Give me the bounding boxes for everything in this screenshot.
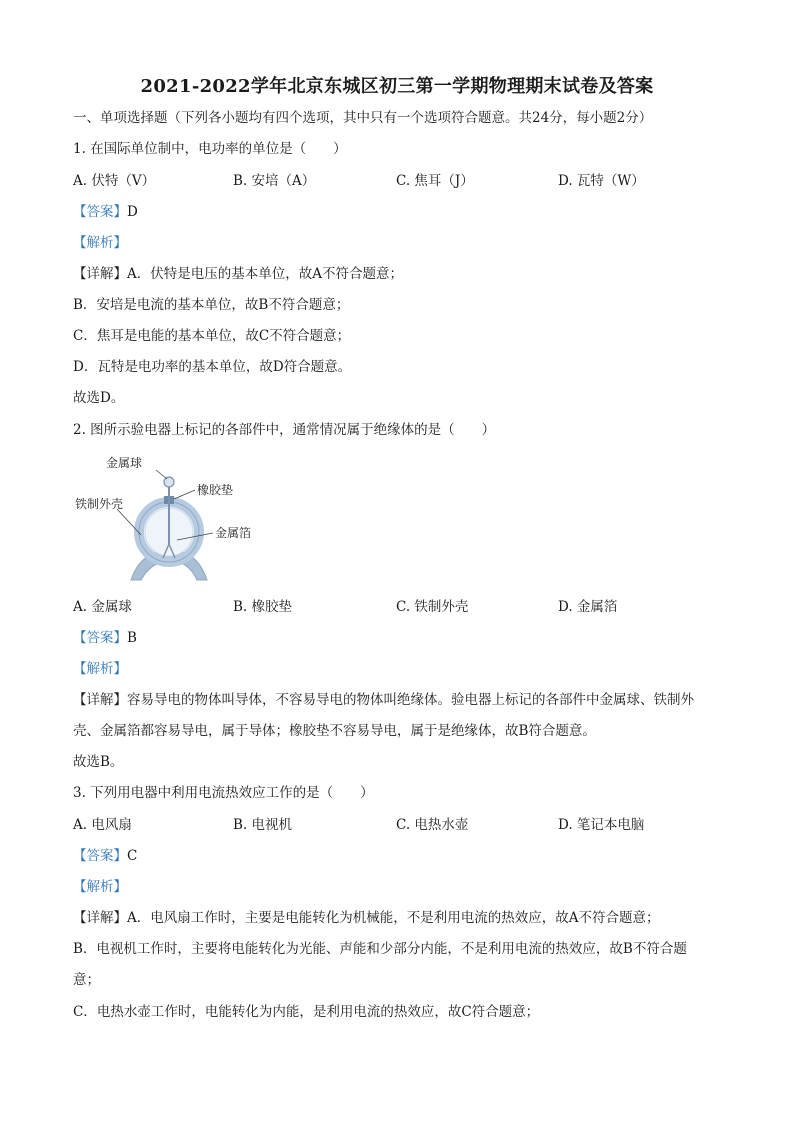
q1-answer xyxy=(73,203,138,221)
q3-analysis-tag: 【解析】 xyxy=(73,879,127,895)
q3-detail-line xyxy=(73,909,660,927)
q1-detail-line: D．瓦特是电功率的基本单位，故D符合题意。 xyxy=(73,359,352,375)
q3-option-a: A. 电风扇 xyxy=(73,817,132,833)
detail-text: A．电风扇工作时，主要是电能转化为机械能，不是利用电流的热效应，故A不符合题意； xyxy=(127,910,660,926)
answer-tag: 【答案】 xyxy=(73,204,127,220)
q3-detail-line: B．电视机工作时，主要将电能转化为光能、声能和少部分内能，不是利用电流的热效应，故B不符合题 xyxy=(73,941,687,957)
detail-tag: 【详解】 xyxy=(73,266,127,282)
q3-option-d: D. 笔记本电脑 xyxy=(558,817,645,833)
q3-option-b: B. 电视机 xyxy=(233,817,293,833)
q3-detail-line: C．电热水壶工作时，电能转化为内能，是利用电流的热效应，故C符合题意； xyxy=(73,1004,540,1020)
figure-label-metal-ball: 金属球 xyxy=(106,456,143,470)
q3-stem: 3. 下列用电器中利用电流热效应工作的是（ ） xyxy=(73,785,374,801)
q2-option-d: D. 金属箔 xyxy=(558,599,618,615)
figure-label-rubber-pad: 橡胶垫 xyxy=(197,483,234,497)
figure-label-metal-foil: 金属箔 xyxy=(215,526,252,540)
q3-option-c: C. 电热水壶 xyxy=(396,817,469,833)
q3-detail-line: 意； xyxy=(73,972,100,988)
q1-conclusion: 故选D。 xyxy=(73,390,125,406)
electroscope-figure xyxy=(73,452,273,587)
answer-value: C xyxy=(127,848,138,864)
q1-analysis-tag: 【解析】 xyxy=(73,235,127,251)
q2-option-c: C. 铁制外壳 xyxy=(396,599,469,615)
q1-detail-line: C．焦耳是电能的基本单位，故C不符合题意； xyxy=(73,328,351,344)
q2-conclusion: 故选B。 xyxy=(73,754,124,770)
figure-label-iron-casing: 铁制外壳 xyxy=(75,497,124,511)
page-title: 2021-2022学年北京东城区初三第一学期物理期末试卷及答案 xyxy=(140,76,654,97)
q2-detail-line: 壳、金属箔都容易导电，属于导体；橡胶垫不容易导电，属于是绝缘体，故B符合题意。 xyxy=(73,723,596,739)
q1-detail-line: B．安培是电流的基本单位，故B不符合题意； xyxy=(73,297,350,313)
detail-text: A．伏特是电压的基本单位，故A不符合题意； xyxy=(127,266,403,282)
q1-option-a: A. 伏特（V） xyxy=(73,173,156,189)
q2-answer xyxy=(73,629,137,647)
q1-detail-line xyxy=(73,265,403,283)
q1-option-d: D. 瓦特（W） xyxy=(558,173,645,189)
section-heading: 一、单项选择题（下列各小题均有四个选项，其中只有一个选项符合题意。共24分，每小题2分） xyxy=(73,110,653,126)
q2-analysis-tag: 【解析】 xyxy=(73,661,127,677)
answer-tag: 【答案】 xyxy=(73,630,127,646)
detail-tag: 【详解】 xyxy=(73,692,127,708)
q2-stem: 2. 图所示验电器上标记的各部件中，通常情况属于绝缘体的是（ ） xyxy=(73,422,496,438)
q3-answer xyxy=(73,847,137,865)
q2-option-a: A. 金属球 xyxy=(73,599,132,615)
answer-value: D xyxy=(127,204,138,220)
detail-tag: 【详解】 xyxy=(73,910,127,926)
detail-text: 容易导电的物体叫导体，不容易导电的物体叫绝缘体。验电器上标记的各部件中金属球、铁制外 xyxy=(127,692,694,708)
q1-stem: 1. 在国际单位制中，电功率的单位是（ ） xyxy=(73,141,347,157)
q2-detail-line xyxy=(73,691,694,709)
answer-tag: 【答案】 xyxy=(73,848,127,864)
q2-option-b: B. 橡胶垫 xyxy=(233,599,293,615)
answer-value: B xyxy=(127,630,137,646)
q1-option-b: B. 安培（A） xyxy=(233,173,316,189)
q1-option-c: C. 焦耳（J） xyxy=(396,173,474,189)
